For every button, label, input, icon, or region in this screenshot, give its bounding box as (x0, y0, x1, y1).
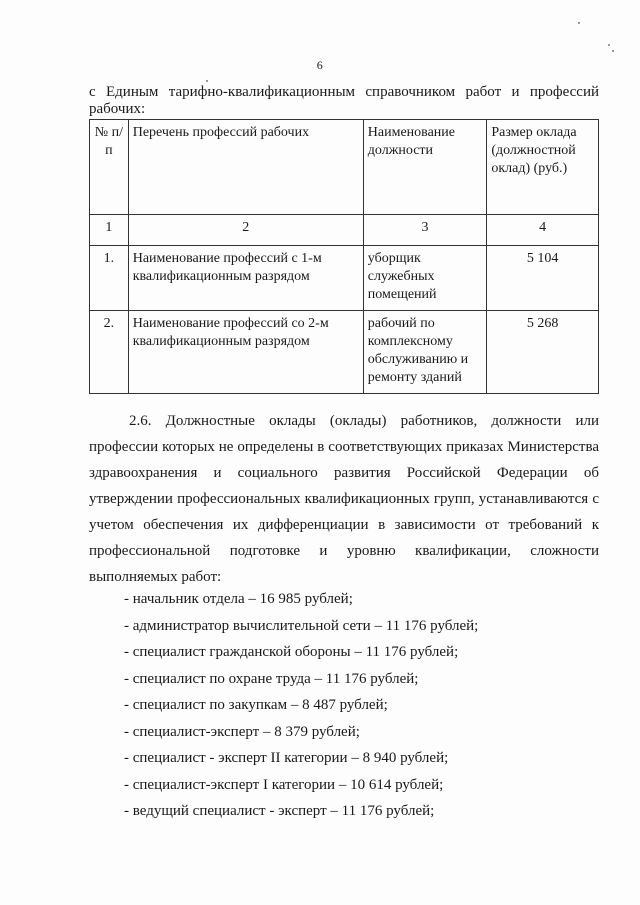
list-item: - ведущий специалист - эксперт – 11 176 рублей; (124, 803, 435, 819)
scan-speck (206, 80, 208, 82)
column-number: 3 (363, 215, 487, 246)
clause-text: 2.6. Должностные оклады (оклады) работников, должности или профессии которых не определены в соответствующих приказах Министерства здравоохранения и социального развития Российской Федерации об утверждении профессиональных квалификационных групп, устанавливаются с учетом обеспечения их дифференциации в зависимости от требований к профессиональной подготовке и уровню квалификации, сложности выполняемых работ: (89, 413, 599, 585)
column-number: 1 (90, 215, 129, 246)
salary-list (124, 586, 478, 825)
header-position: Наименование должности (363, 120, 487, 215)
page-number: 6 (316, 58, 324, 72)
column-number: 4 (487, 215, 599, 246)
list-item: - специалист гражданской обороны – 11 176 рублей; (124, 644, 459, 660)
scan-speck (612, 50, 614, 52)
list-item: - специалист - эксперт II категории – 8 940 рублей; (124, 750, 449, 766)
list-item: - специалист по закупкам – 8 487 рублей; (124, 697, 388, 713)
row-salary: 5 268 (487, 311, 599, 394)
scan-speck (578, 22, 580, 24)
row-salary: 5 104 (487, 246, 599, 311)
professions-table (89, 119, 599, 394)
row-profession-group: Наименование профессий с 1-м квалификационным разрядом (128, 246, 363, 311)
row-number: 2. (90, 311, 129, 394)
list-item: - специалист по охране труда – 11 176 рублей; (124, 670, 419, 687)
clause-2-6-paragraph (89, 408, 599, 590)
table-header-row (90, 120, 599, 215)
column-numbers-row (90, 215, 599, 246)
table-row (90, 246, 599, 311)
row-position: рабочий по комплексному обслуживанию и ремонту зданий (363, 311, 487, 394)
intro-text: с Единым тарифно-квалификационным справочником работ и профессий рабочих: (89, 84, 599, 117)
list-item: - начальник отдела – 16 985 рублей; (124, 591, 353, 607)
row-position: уборщик служебных помещений (363, 246, 487, 311)
header-num: № п/п (90, 120, 129, 215)
header-salary: Размер оклада (должностной оклад) (руб.) (487, 120, 599, 215)
list-item: - специалист-эксперт – 8 379 рублей; (124, 723, 360, 740)
row-number: 1. (90, 246, 129, 311)
scan-speck (608, 44, 610, 46)
column-number: 2 (128, 215, 363, 246)
list-item: - администратор вычислительной сети – 11 176 рублей; (124, 617, 479, 634)
list-item: - специалист-эксперт I категории – 10 614 рублей; (124, 776, 444, 793)
table-row (90, 311, 599, 394)
header-professions-list: Перечень профессий рабочих (128, 120, 363, 215)
row-profession-group: Наименование профессий со 2-м квалификационным разрядом (128, 311, 363, 394)
